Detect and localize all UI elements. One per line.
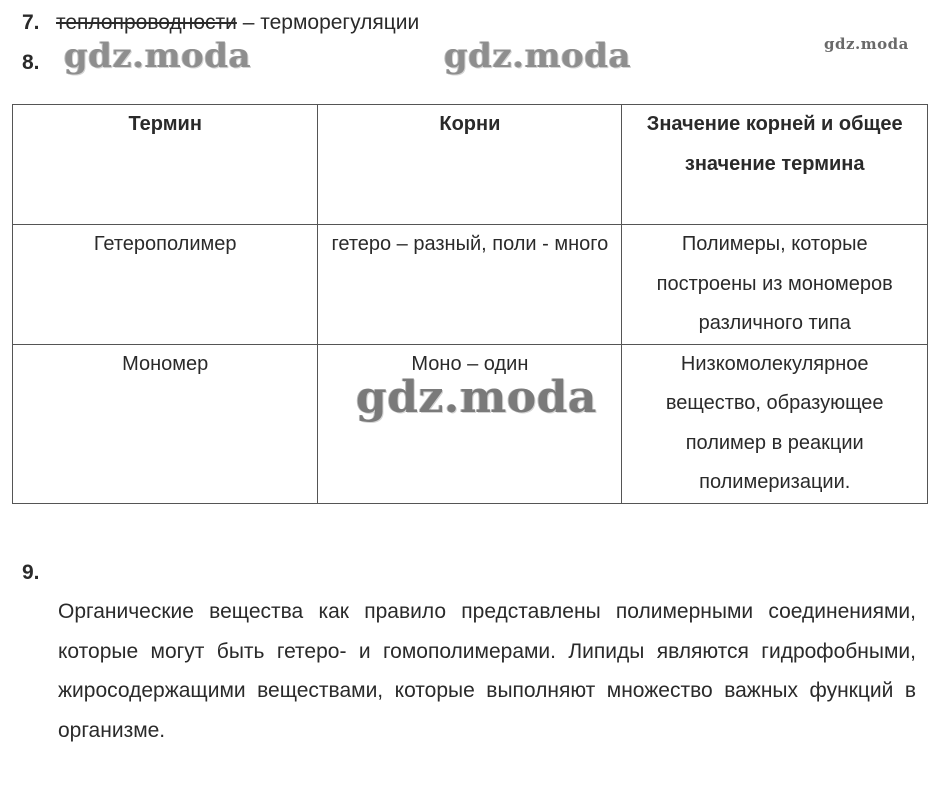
- watermark: gdz.moda: [444, 36, 632, 76]
- table-cell-term: Гетерополимер: [13, 225, 318, 345]
- table-cell-term: Мономер: [13, 344, 318, 503]
- item-9-paragraph: Органические вещества как правило представлены полимерными соединениями, которые могут быть гетеро- и гомополимерами. Липиды являются гидрофобными, жиросодержащими веществами, которые выполняют множество важных функций в организме.: [58, 600, 916, 742]
- header-term: Термин: [13, 105, 318, 225]
- watermark: gdz.moda: [64, 36, 252, 76]
- item-7-struck-text: теплопроводности: [56, 11, 237, 34]
- item-7-number: 7.: [22, 11, 40, 34]
- table-cell-meaning: Полимеры, которые построены из мономеров различного типа: [622, 225, 928, 345]
- terms-table: [12, 104, 928, 504]
- table-cell-roots: гетеро – разный, поли - много: [318, 225, 622, 345]
- table-row: [13, 344, 928, 503]
- table-header-row: [13, 105, 928, 225]
- watermark: gdz.moda: [356, 372, 598, 423]
- item-7: [22, 10, 419, 36]
- header-roots: Корни: [318, 105, 622, 225]
- watermark: gdz.moda: [824, 35, 909, 53]
- header-meaning: Значение корней и общее значение термина: [622, 105, 928, 225]
- item-8-number: 8.: [22, 51, 40, 74]
- item-7-rest-text: – терморегуляции: [236, 11, 420, 34]
- item-9-number: 9.: [22, 561, 40, 584]
- table-row: [13, 225, 928, 345]
- table-cell-meaning: Низкомолекулярное вещество, образующее полимер в реакции полимеризации.: [622, 344, 928, 503]
- table-cell-roots: Моно – один: [318, 344, 622, 503]
